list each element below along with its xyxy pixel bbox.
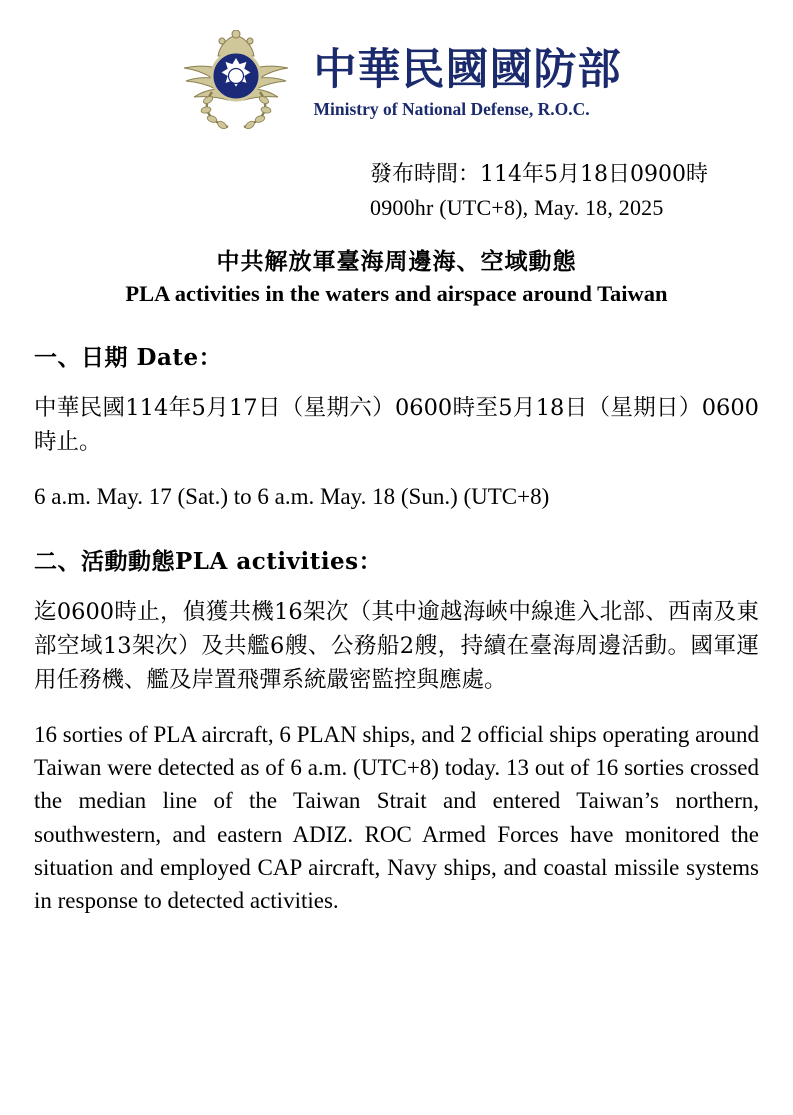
- section-activities-paragraph-cn: 迄0600時止，偵獲共機16架次（其中逾越海峽中線進入北部、西南及東部空域13架次）及共艦6艘、公務船2艘，持續在臺海周邊活動。國軍運用任務機、艦及岸置飛彈系統嚴密監控與應處。: [34, 599, 759, 693]
- section-date-paragraph-en: 6 a.m. May. 17 (Sat.) to 6 a.m. May. 18 (Sun.) (UTC+8): [34, 483, 550, 509]
- section-date: [34, 339, 759, 513]
- section-date-paragraph-cn: 中華民國114年5月17日（星期六）0600時至5月18日（星期日）0600時止。: [34, 395, 759, 456]
- document-header: [34, 30, 759, 134]
- ministry-title-cn: 中華民國國防部: [313, 44, 622, 95]
- header-title-block: [314, 44, 622, 120]
- page-title: [34, 246, 759, 309]
- release-time-en: 0900hr (UTC+8), May. 18, 2025: [370, 195, 664, 220]
- section-activities-paragraph-en: 16 sorties of PLA aircraft, 6 PLAN ships, and 2 official ships operating around Taiwan were detected as of 6 a.m. (UTC+8) today. 13 out of 16 sorties crossed the median line of the Taiwan Strait and entered Taiwan’s northern, southwestern, and eastern ADIZ. ROC Armed Forces have monitored the situation and employed CAP aircraft, Navy ships, and coastal missile systems in response to detected activities.: [34, 721, 759, 914]
- section-activities: [34, 543, 759, 917]
- section-date-heading: 一、日期 Date：: [34, 344, 223, 372]
- page-title-en: PLA activities in the waters and airspace around Taiwan: [125, 281, 668, 307]
- page-title-cn: 中共解放軍臺海周邊海、空域動態: [216, 248, 577, 275]
- ministry-title-en: Ministry of National Defense, R.O.C.: [313, 99, 590, 120]
- section-activities-heading: 二、活動動態PLA activities：: [34, 548, 383, 576]
- mnd-roc-emblem-icon: [172, 30, 300, 134]
- release-time: [370, 158, 759, 224]
- release-time-cn: 發布時間：114年5月18日0900時: [370, 162, 708, 187]
